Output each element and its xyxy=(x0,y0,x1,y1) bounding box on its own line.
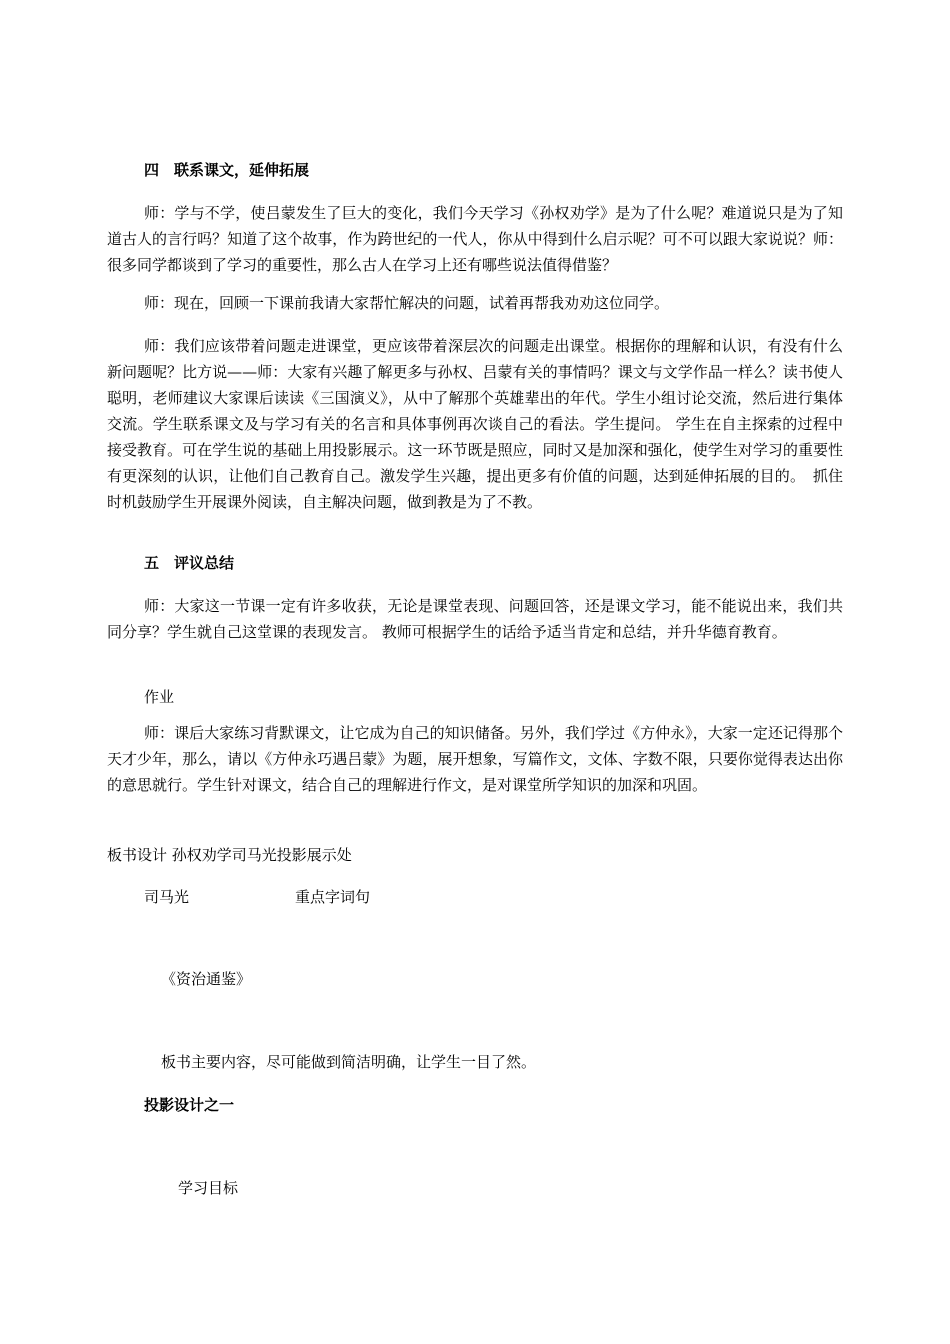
section-4-paragraph-2: 师：现在，回顾一下课前我请大家帮忙解决的问题，试着再帮我劝劝这位同学。 xyxy=(144,294,670,312)
board-column-key-words: 重点字词句 xyxy=(295,888,371,906)
section-5-paragraph-1: 师：大家这一节课一定有许多收获，无论是课堂表现、问题回答，还是课文学习，能不能说出来，我们共同分享？学生就自己这堂课的表现发言。 教师可根据学生的话给予适当肯定和总结，并升华德育教育。 xyxy=(107,597,843,641)
board-book-title: 《资治通鉴》 xyxy=(161,970,252,988)
section-4-paragraph-3: 师：我们应该带着问题走进课堂，更应该带着深层次的问题走出课堂。根据你的理解和认识，有没有什么新问题呢？比方说——师：大家有兴趣了解更多与孙权、吕蒙有关的事情吗？课文与文学作品一样么？读书使人聪明，老师建议大家课后读读《三国演义》，从中了解那个英雄辈出的年代。学生小组讨论交流，然后进行集体交流。学生联系课文及与学习有关的名言和具体事例再次谈自己的看法。学生提问。 学生在自主探索的过程中接受教育。可在学生说的基础上用投影展示。这一环节既是照应，同时又是加深和强化，使学生对学习的重要性有更深刻的认识，让他们自己教育自己。激发学生兴趣，提出更多有价值的问题，达到延伸拓展的目的。 抓住时机鼓励学生开展课外阅读，自主解决问题，做到教是为了不教。 xyxy=(107,337,843,511)
board-note: 板书主要内容，尽可能做到简洁明确，让学生一目了然。 xyxy=(161,1053,537,1071)
projection-item-learning-goals: 学习目标 xyxy=(178,1179,239,1197)
homework-label: 作业 xyxy=(144,688,175,706)
section-5-heading: 五 评议总结 xyxy=(144,554,235,572)
homework-paragraph: 师：课后大家练习背默课文，让它成为自己的知识储备。另外，我们学过《方仲永》，大家一定还记得那个天才少年，那么，请以《方仲永巧遇吕蒙》为题，展开想象，写篇作文，文体、字数不限，只要你觉得表达出你的意思就行。学生针对课文，结合自己的理解进行作文，是对课堂所学知识的加深和巩固。 xyxy=(107,724,843,794)
projection-heading: 投影设计之一 xyxy=(144,1096,235,1114)
board-column-sima-guang: 司马光 xyxy=(144,888,190,906)
section-4-paragraph-1: 师：学与不学，使吕蒙发生了巨大的变化，我们今天学习《孙权劝学》是为了什么呢？难道说只是为了知道古人的言行吗？知道了这个故事，作为跨世纪的一代人，你从中得到什么启示呢？可不可以跟大家说说？师：很多同学都谈到了学习的重要性，那么古人在学习上还有哪些说法值得借鉴？ xyxy=(107,204,843,274)
board-design-title: 板书设计 孙权劝学司马光投影展示处 xyxy=(107,846,352,864)
section-4-heading: 四 联系课文，延伸拓展 xyxy=(144,161,310,179)
